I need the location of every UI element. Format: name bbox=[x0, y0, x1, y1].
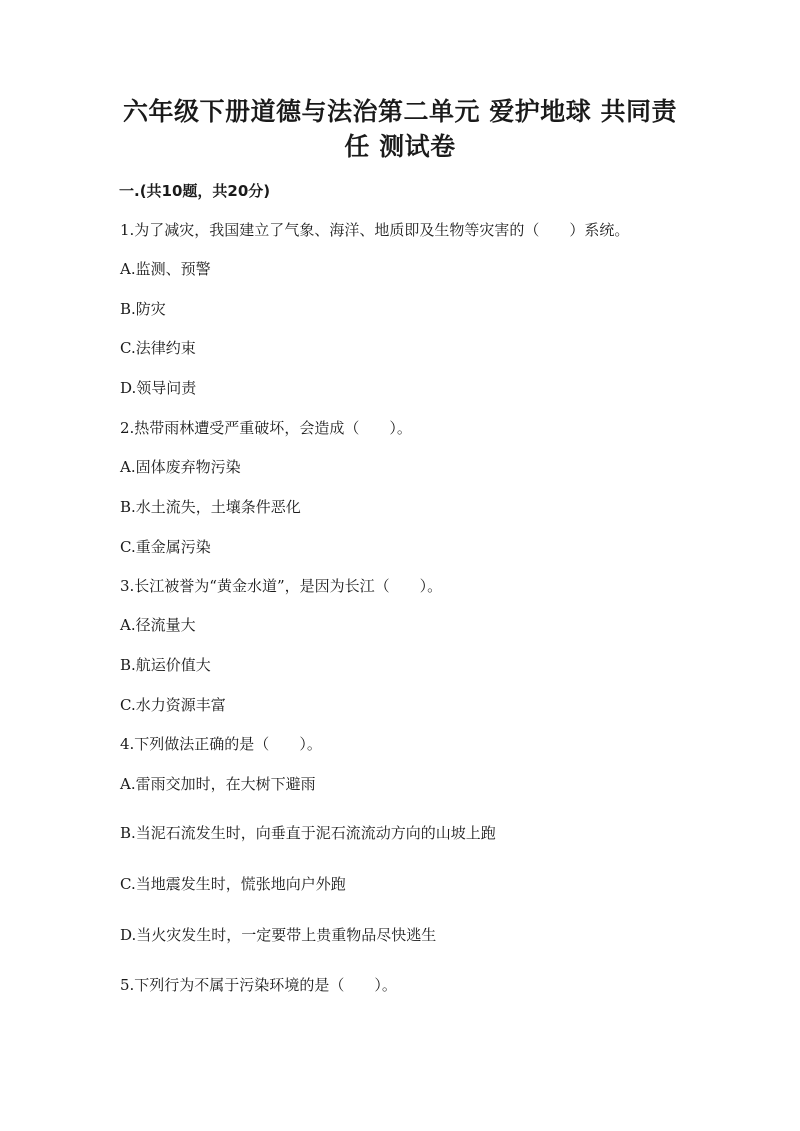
question-4-option-a: A.雷雨交加时，在大树下避雨 bbox=[120, 775, 316, 793]
question-1-option-b: B.防灾 bbox=[120, 300, 166, 318]
document-title-line-1: 六年级下册道德与法治第二单元 爱护地球 共同责 bbox=[123, 97, 677, 126]
question-2-option-a: A.固体废弃物污染 bbox=[120, 458, 241, 476]
question-3-stem: 3.长江被誉为“黄金水道”，是因为长江（ ）。 bbox=[120, 577, 443, 595]
question-3-option-a: A.径流量大 bbox=[120, 616, 196, 634]
question-3-option-b: B.航运价值大 bbox=[120, 656, 211, 674]
question-4-stem: 4.下列做法正确的是（ ）。 bbox=[120, 735, 322, 753]
question-2-option-c: C.重金属污染 bbox=[120, 538, 211, 556]
question-1-option-a: A.监测、预警 bbox=[120, 260, 211, 278]
question-3-option-c: C.水力资源丰富 bbox=[120, 696, 226, 714]
question-4-option-d: D.当火灾发生时，一定要带上贵重物品尽快逃生 bbox=[120, 926, 437, 944]
question-2-stem: 2.热带雨林遭受严重破坏，会造成（ ）。 bbox=[120, 419, 412, 437]
question-1-option-d: D.领导问责 bbox=[120, 379, 197, 397]
question-1-option-c: C.法律约束 bbox=[120, 339, 196, 357]
question-4-option-b: B.当泥石流发生时，向垂直于泥石流流动方向的山坡上跑 bbox=[120, 824, 496, 842]
question-5-stem: 5.下列行为不属于污染环境的是（ ）。 bbox=[120, 976, 397, 994]
question-1-stem: 1.为了减灾，我国建立了气象、海洋、地质即及生物等灾害的（ ）系统。 bbox=[120, 221, 630, 239]
section-heading: 一.(共10题，共20分) bbox=[119, 182, 271, 200]
document-title-line-2: 任 测试卷 bbox=[344, 132, 456, 161]
question-4-option-c: C.当地震发生时，慌张地向户外跑 bbox=[120, 875, 346, 893]
question-2-option-b: B.水土流失，土壤条件恶化 bbox=[120, 498, 301, 516]
